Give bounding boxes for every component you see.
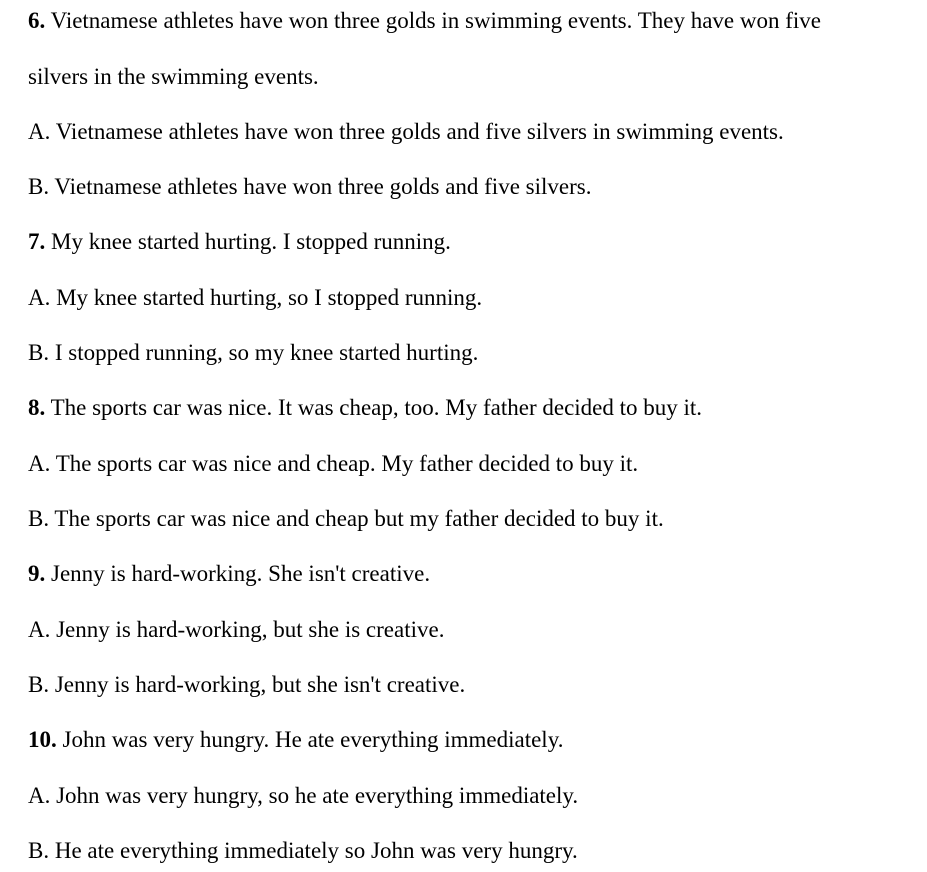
question-6-stem [28,7,821,35]
question-9-option-b: B. Jenny is hard-working, but she isn't creative. [28,672,466,697]
question-10-stem [28,726,563,754]
question-6-option-b: B. Vietnamese athletes have won three golds and five silvers. [28,174,592,199]
question-10-option-a: A. John was very hungry, so he ate everything immediately. [28,783,579,808]
question-6-option-a: A. Vietnamese athletes have won three golds and five silvers in swimming events. [28,119,784,144]
question-6-stem-continued: silvers in the swimming events. [28,64,319,89]
question-text: The sports car was nice. It was cheap, too. My father decided to buy it. [45,395,703,420]
question-number: 10. [28,727,57,752]
question-8-option-b: B. The sports car was nice and cheap but my father decided to buy it. [28,506,664,531]
question-7-stem [28,228,451,256]
question-number: 6. [28,8,46,33]
question-number: 8. [28,395,46,420]
question-text: John was very hungry. He ate everything immediately. [56,727,564,752]
question-8-stem [28,394,702,422]
question-8-option-a: A. The sports car was nice and cheap. My father decided to buy it. [28,451,639,476]
question-text: My knee started hurting. I stopped running. [45,229,451,254]
question-7-option-a: A. My knee started hurting, so I stopped running. [28,285,483,310]
question-text: Jenny is hard-working. She isn't creative. [45,561,431,586]
question-10-option-b: B. He ate everything immediately so John was very hungry. [28,838,578,863]
question-text: Vietnamese athletes have won three golds in swimming events. They have won five [45,8,821,33]
question-7-option-b: B. I stopped running, so my knee started hurting. [28,340,479,365]
question-number: 9. [28,561,46,586]
question-9-option-a: A. Jenny is hard-working, but she is creative. [28,617,445,642]
question-number: 7. [28,229,46,254]
question-9-stem [28,560,430,588]
